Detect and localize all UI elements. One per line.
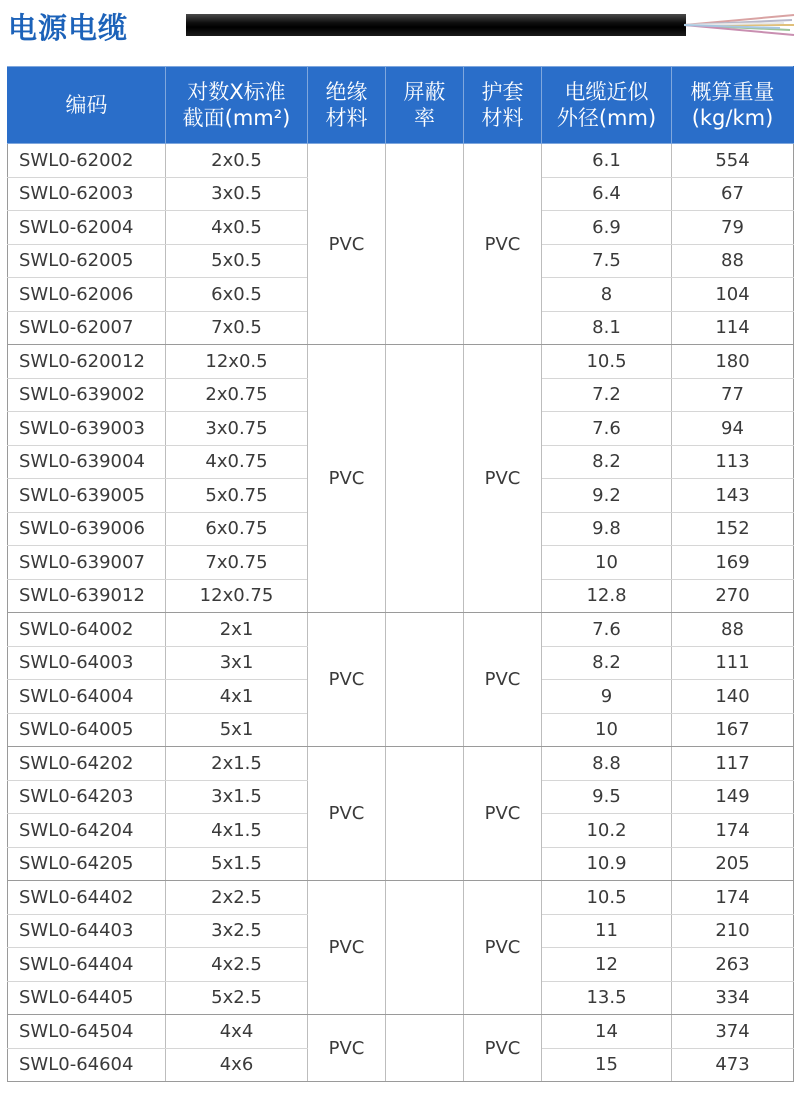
cable-wires-image (684, 12, 796, 38)
cell-weight: 88 (672, 244, 794, 278)
cell-code: SWL0-62005 (8, 244, 166, 278)
cell-code: SWL0-639003 (8, 412, 166, 446)
cell-weight: 140 (672, 680, 794, 714)
cell-weight: 210 (672, 914, 794, 948)
cell-jacket: PVC (464, 144, 542, 345)
cell-outer-diameter: 6.9 (542, 211, 672, 245)
cell-shielding (386, 747, 464, 881)
cell-code: SWL0-64004 (8, 680, 166, 714)
table-row (8, 345, 794, 379)
table-header-row (8, 67, 794, 144)
cell-spec: 3x0.75 (166, 412, 308, 446)
cell-weight: 180 (672, 345, 794, 379)
cell-outer-diameter: 7.2 (542, 378, 672, 412)
cell-weight: 77 (672, 378, 794, 412)
cell-code: SWL0-64002 (8, 613, 166, 647)
cell-jacket: PVC (464, 345, 542, 613)
cell-outer-diameter: 9 (542, 680, 672, 714)
header-jacket: 护套 材料 (464, 67, 542, 144)
cell-outer-diameter: 7.6 (542, 613, 672, 647)
cell-outer-diameter: 10.5 (542, 881, 672, 915)
cell-weight: 149 (672, 780, 794, 814)
cell-spec: 2x0.5 (166, 144, 308, 178)
cell-spec: 4x6 (166, 1048, 308, 1082)
cell-insulation: PVC (308, 613, 386, 747)
cell-outer-diameter: 12.8 (542, 579, 672, 613)
cell-outer-diameter: 8.1 (542, 311, 672, 345)
cell-spec: 3x0.5 (166, 177, 308, 211)
header-spec: 对数X标准 截面(mm²) (166, 67, 308, 144)
cell-code: SWL0-64402 (8, 881, 166, 915)
cell-code: SWL0-64005 (8, 713, 166, 747)
cell-weight: 113 (672, 445, 794, 479)
cell-code: SWL0-64604 (8, 1048, 166, 1082)
cell-weight: 152 (672, 512, 794, 546)
cell-weight: 554 (672, 144, 794, 178)
header-code: 编码 (8, 67, 166, 144)
cell-insulation: PVC (308, 1015, 386, 1082)
cell-weight: 174 (672, 881, 794, 915)
cell-code: SWL0-639005 (8, 479, 166, 513)
cell-code: SWL0-64504 (8, 1015, 166, 1049)
cell-outer-diameter: 14 (542, 1015, 672, 1049)
cell-outer-diameter: 8.2 (542, 445, 672, 479)
cell-spec: 12x0.75 (166, 579, 308, 613)
cell-weight: 114 (672, 311, 794, 345)
table-row (8, 1015, 794, 1049)
cell-spec: 4x0.5 (166, 211, 308, 245)
cell-outer-diameter: 9.8 (542, 512, 672, 546)
cell-spec: 6x0.5 (166, 278, 308, 312)
cell-outer-diameter: 6.1 (542, 144, 672, 178)
cell-spec: 2x0.75 (166, 378, 308, 412)
cell-code: SWL0-639012 (8, 579, 166, 613)
table-row (8, 881, 794, 915)
cell-code: SWL0-64205 (8, 847, 166, 881)
cell-spec: 7x0.5 (166, 311, 308, 345)
header-insulation: 绝缘 材料 (308, 67, 386, 144)
cell-shielding (386, 144, 464, 345)
cell-spec: 5x0.75 (166, 479, 308, 513)
cell-insulation: PVC (308, 144, 386, 345)
table-body (8, 144, 794, 1082)
cell-outer-diameter: 6.4 (542, 177, 672, 211)
cell-spec: 5x2.5 (166, 981, 308, 1015)
cell-spec: 5x1.5 (166, 847, 308, 881)
cell-weight: 167 (672, 713, 794, 747)
header-weight: 概算重量 (kg/km) (672, 67, 794, 144)
cell-code: SWL0-639002 (8, 378, 166, 412)
cell-spec: 3x1 (166, 646, 308, 680)
cell-outer-diameter: 11 (542, 914, 672, 948)
cell-code: SWL0-639004 (8, 445, 166, 479)
cell-outer-diameter: 10.2 (542, 814, 672, 848)
cell-code: SWL0-64403 (8, 914, 166, 948)
cell-outer-diameter: 7.5 (542, 244, 672, 278)
cell-insulation: PVC (308, 747, 386, 881)
cell-outer-diameter: 8.8 (542, 747, 672, 781)
cell-code: SWL0-64405 (8, 981, 166, 1015)
table-row (8, 613, 794, 647)
cell-weight: 111 (672, 646, 794, 680)
cell-spec: 4x0.75 (166, 445, 308, 479)
cell-code: SWL0-62004 (8, 211, 166, 245)
cell-spec: 2x1 (166, 613, 308, 647)
cell-code: SWL0-64204 (8, 814, 166, 848)
cell-spec: 3x1.5 (166, 780, 308, 814)
cell-code: SWL0-62006 (8, 278, 166, 312)
cell-spec: 4x4 (166, 1015, 308, 1049)
cell-jacket: PVC (464, 1015, 542, 1082)
cell-outer-diameter: 10 (542, 546, 672, 580)
cell-weight: 88 (672, 613, 794, 647)
cell-shielding (386, 613, 464, 747)
header-shielding: 屏蔽 率 (386, 67, 464, 144)
cell-outer-diameter: 8 (542, 278, 672, 312)
cell-code: SWL0-62002 (8, 144, 166, 178)
cell-weight: 143 (672, 479, 794, 513)
cell-code: SWL0-64203 (8, 780, 166, 814)
cell-insulation: PVC (308, 345, 386, 613)
cell-spec: 4x1.5 (166, 814, 308, 848)
cell-spec: 3x2.5 (166, 914, 308, 948)
cell-jacket: PVC (464, 881, 542, 1015)
cell-spec: 6x0.75 (166, 512, 308, 546)
cell-jacket: PVC (464, 747, 542, 881)
header-outer-diameter: 电缆近似 外径(mm) (542, 67, 672, 144)
spec-table (7, 66, 794, 1082)
cell-outer-diameter: 8.2 (542, 646, 672, 680)
cell-weight: 94 (672, 412, 794, 446)
cell-spec: 2x1.5 (166, 747, 308, 781)
cell-weight: 263 (672, 948, 794, 982)
cell-jacket: PVC (464, 613, 542, 747)
cell-code: SWL0-64003 (8, 646, 166, 680)
cell-weight: 270 (672, 579, 794, 613)
cell-spec: 5x0.5 (166, 244, 308, 278)
cell-weight: 79 (672, 211, 794, 245)
cable-image (186, 14, 686, 36)
cell-weight: 174 (672, 814, 794, 848)
cell-code: SWL0-62007 (8, 311, 166, 345)
cell-spec: 4x1 (166, 680, 308, 714)
cell-outer-diameter: 13.5 (542, 981, 672, 1015)
cell-outer-diameter: 12 (542, 948, 672, 982)
page-title: 电源电缆 (8, 11, 129, 45)
cell-outer-diameter: 15 (542, 1048, 672, 1082)
cell-outer-diameter: 9.5 (542, 780, 672, 814)
cell-code: SWL0-639006 (8, 512, 166, 546)
cell-weight: 473 (672, 1048, 794, 1082)
cell-code: SWL0-639007 (8, 546, 166, 580)
cell-weight: 104 (672, 278, 794, 312)
cell-insulation: PVC (308, 881, 386, 1015)
cell-outer-diameter: 10 (542, 713, 672, 747)
cell-outer-diameter: 10.5 (542, 345, 672, 379)
cell-weight: 334 (672, 981, 794, 1015)
cell-outer-diameter: 10.9 (542, 847, 672, 881)
cell-spec: 4x2.5 (166, 948, 308, 982)
cell-code: SWL0-64404 (8, 948, 166, 982)
cell-weight: 67 (672, 177, 794, 211)
cell-outer-diameter: 7.6 (542, 412, 672, 446)
cell-weight: 374 (672, 1015, 794, 1049)
cell-shielding (386, 881, 464, 1015)
cell-spec: 7x0.75 (166, 546, 308, 580)
cell-code: SWL0-620012 (8, 345, 166, 379)
cell-shielding (386, 345, 464, 613)
cell-spec: 12x0.5 (166, 345, 308, 379)
cell-code: SWL0-62003 (8, 177, 166, 211)
page-header (0, 0, 800, 62)
cell-spec: 2x2.5 (166, 881, 308, 915)
cell-outer-diameter: 9.2 (542, 479, 672, 513)
cell-weight: 205 (672, 847, 794, 881)
cell-code: SWL0-64202 (8, 747, 166, 781)
cell-weight: 169 (672, 546, 794, 580)
cell-weight: 117 (672, 747, 794, 781)
cell-spec: 5x1 (166, 713, 308, 747)
table-row (8, 747, 794, 781)
cell-shielding (386, 1015, 464, 1082)
table-row (8, 144, 794, 178)
